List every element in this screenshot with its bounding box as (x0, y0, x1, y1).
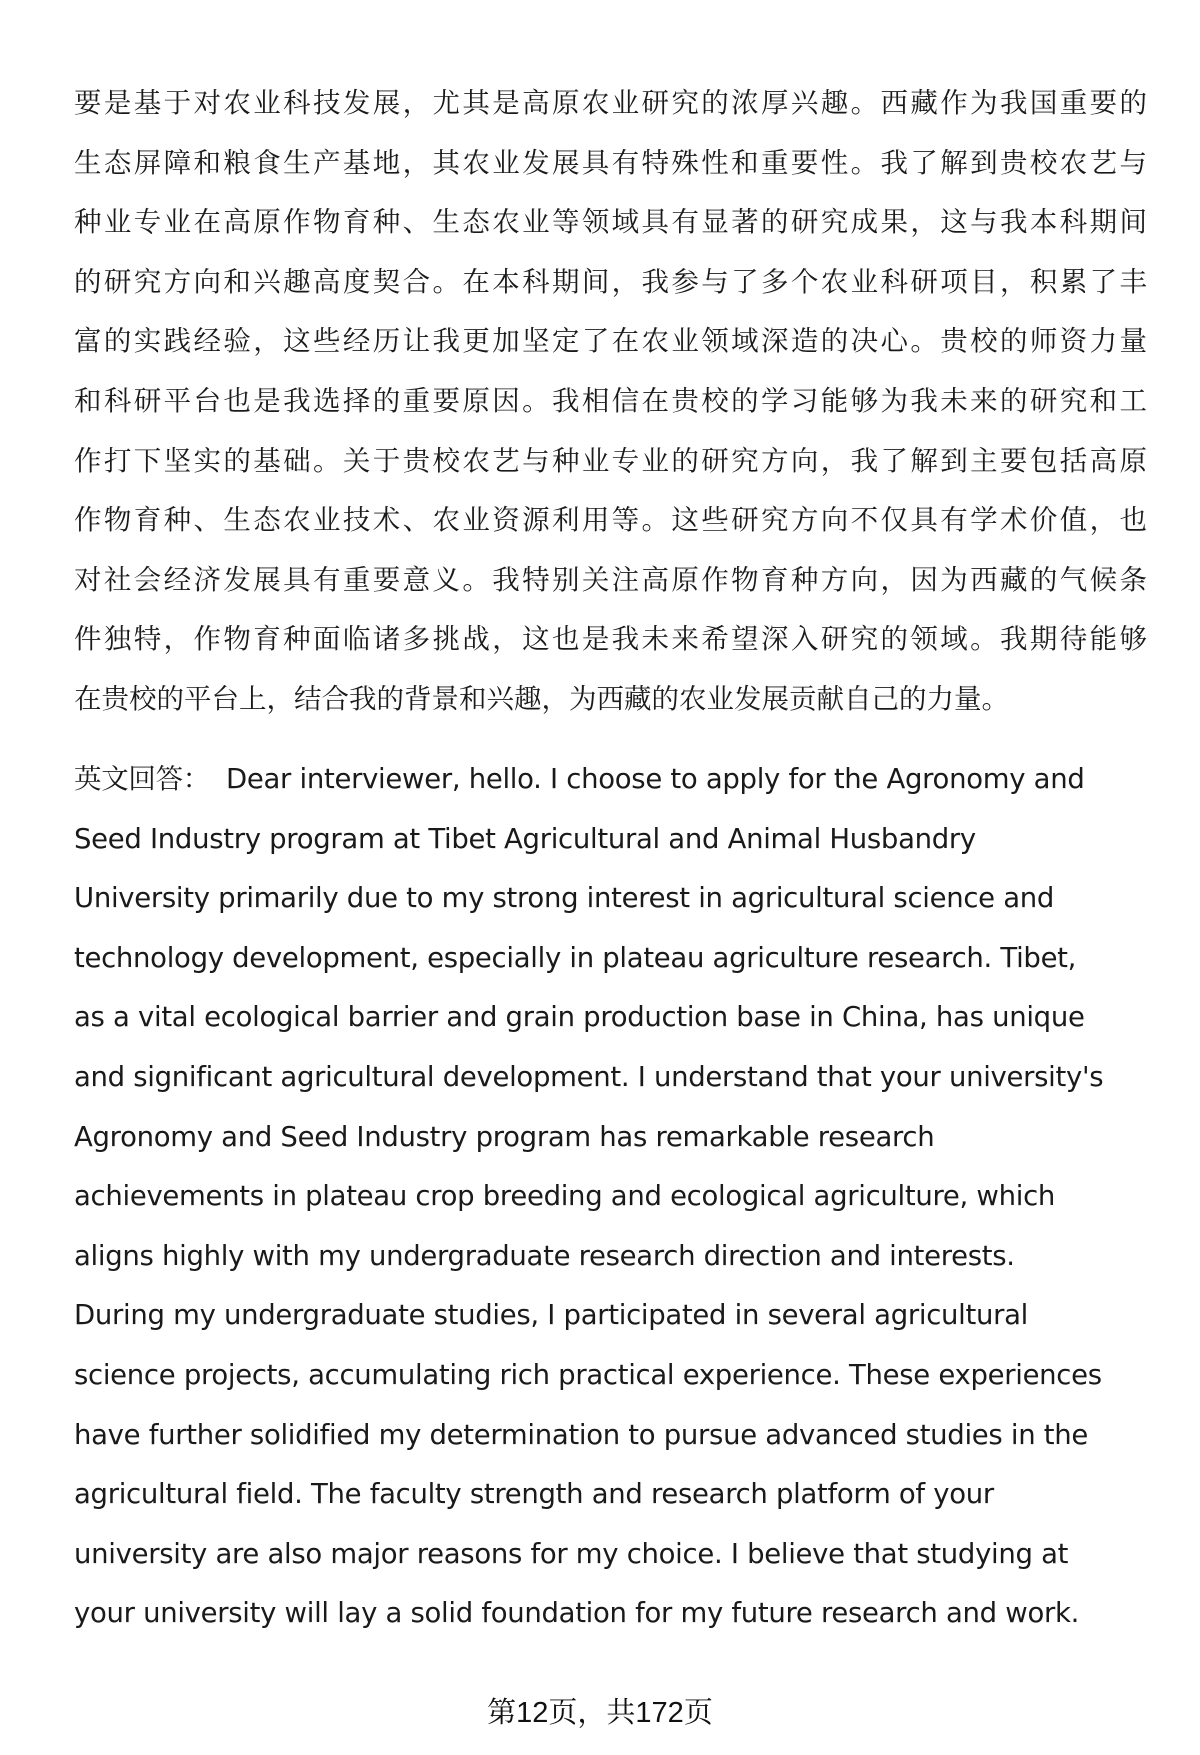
text-line: University primarily due to my strong interest in agricultural science and (74, 882, 1055, 915)
text-line: Agronomy and Seed Industry program has remarkable research (74, 1120, 935, 1153)
text-line: have further solidified my determination to pursue advanced studies in the (74, 1418, 1089, 1451)
text-line: 要是基于对农业科技发展，尤其是高原农业研究的浓厚兴趣。西藏作为我国重要的 (74, 87, 1147, 119)
text-line: 富的实践经验，这些经历让我更加坚定了在农业领域深造的决心。贵校的师资力量 (74, 325, 1147, 358)
text-line: and significant agricultural development. I understand that your university's (74, 1060, 1104, 1093)
page-number: 第12页，共172页 (487, 1697, 713, 1729)
text-line: your university will lay a solid foundation for my future research and work. (74, 1597, 1080, 1630)
text-line: 生态屏障和粮食生产基地，其农业发展具有特殊性和重要性。我了解到贵校农艺与 (74, 146, 1147, 179)
text-line: university are also major reasons for my choice. I believe that studying at (74, 1537, 1069, 1570)
text-line: 种业专业在高原作物育种、生态农业等领域具有显著的研究成果，这与我本科期间 (74, 206, 1147, 239)
text-line: technology development, especially in plateau agriculture research. Tibet, (74, 941, 1077, 974)
text-line: agricultural field. The faculty strength and research platform of your (74, 1478, 994, 1511)
text-line (74, 750, 1164, 810)
text-line: 和科研平台也是我选择的重要原因。我相信在贵校的学习能够为我未来的研究和工 (74, 384, 1147, 417)
text-line: 作打下坚实的基础。关于贵校农艺与种业专业的研究方向，我了解到主要包括高原 (74, 444, 1147, 477)
text-line: 对社会经济发展具有重要意义。我特别关注高原作物育种方向，因为西藏的气候条 (74, 563, 1147, 596)
text-line: aligns highly with my undergraduate research direction and interests. (74, 1239, 1015, 1272)
text-line: 件独特，作物育种面临诸多挑战，这也是我未来希望深入研究的领域。我期待能够 (74, 623, 1147, 656)
text-line: 作物育种、生态农业技术、农业资源利用等。这些研究方向不仅具有学术价值，也 (74, 504, 1147, 537)
chinese-answer-paragraph (74, 74, 1147, 730)
text-line-content: Dear interviewer, hello. I choose to apply for the Agronomy and (226, 763, 1085, 795)
text-line: science projects, accumulating rich practical experience. These experiences (74, 1358, 1102, 1391)
text-line: 的研究方向和兴趣高度契合。在本科期间，我参与了多个农业科研项目，积累了丰 (74, 265, 1147, 298)
english-answer-paragraph (74, 750, 1164, 1644)
text-line: 在贵校的平台上，结合我的背景和兴趣，为西藏的农业发展贡献自己的力量。 (74, 682, 1009, 715)
english-answer-label: 英文回答： (74, 763, 210, 795)
text-line: During my undergraduate studies, I participated in several agricultural (74, 1299, 1028, 1332)
text-line: as a vital ecological barrier and grain production base in China, has unique (74, 1001, 1085, 1034)
text-line: achievements in plateau crop breeding and ecological agriculture, which (74, 1180, 1056, 1213)
text-line: Seed Industry program at Tibet Agricultural and Animal Husbandry (74, 822, 976, 855)
